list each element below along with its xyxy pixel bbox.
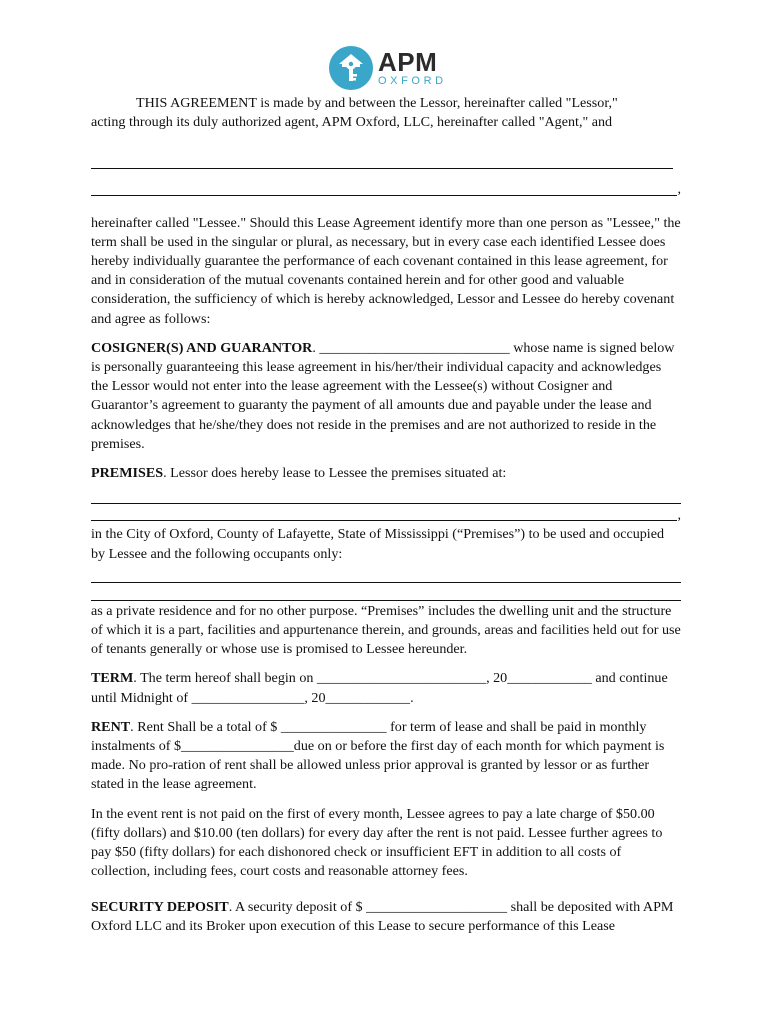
lease-document [91, 94, 681, 936]
lessee-blank-2-row [91, 180, 681, 199]
premises-address-blank-2-row [91, 506, 681, 525]
rent-section [91, 718, 681, 795]
premises-section [91, 464, 681, 483]
occupants-blank-2[interactable] [91, 600, 681, 601]
lessee-comma: , [677, 181, 681, 198]
term-section [91, 669, 681, 707]
term-body: . The term hereof shall begin on ________________________, 20____________ and continue until Midnight of ________________, 20____________. [91, 670, 668, 706]
security-body: . A security deposit of $ ____________________ shall be deposited with APM Oxford LLC and its Broker upon execution of this Lease to secure performance of this Lease [91, 898, 674, 934]
premises-address-blank-1[interactable] [91, 503, 681, 504]
logo-city: OXFORD [378, 75, 447, 87]
cosigner-section [91, 339, 681, 454]
occupants-blank-1[interactable] [91, 582, 681, 583]
premises-comma: , [677, 507, 681, 524]
premises-body: . Lessor does hereby lease to Lessee the premises situated at: [163, 465, 507, 482]
apm-oxford-logo [329, 46, 447, 90]
security-heading: SECURITY DEPOSIT [91, 898, 229, 915]
key-house-icon [329, 46, 373, 90]
lessee-blank-2[interactable] [91, 195, 677, 196]
rent-heading: RENT [91, 718, 131, 735]
logo-brand: APM [378, 47, 438, 77]
premises-address-blank-2[interactable] [91, 520, 677, 521]
premises-residence-text: as a private residence and for no other purpose. “Premises” includes the dwelling unit and the structure of which it is a part, facilities and appurtenance therein, and grounds, areas and facilities held out for use of tenants generally or whose use is promised to Lessee hereunder. [91, 602, 681, 658]
term-heading: TERM [91, 670, 134, 687]
lessee-blank-1[interactable] [91, 168, 673, 169]
lessee-paragraph: hereinafter called "Lessee." Should this Lease Agreement identify more than one person as "Lessee," the term shall be used in the singular or plural, as necessary, but in every case each identified Lessee does hereby individually guarantee the performance of each covenant contained in this lease agreement, for and in consideration of the mutual covenants contained herein and for other good and valuable consideration, the sufficiency of which is hereby acknowledged, Lessor and Lessee do hereby covenant and agree as follows: [91, 214, 681, 327]
cosigner-body: . ___________________________ whose name is signed below is personally guaranteeing this lease agreement in his/her/their individual capacity and acknowledges the Lessor would not enter into the lease agreement with the Lessee(s) without Cosigner and Guarantor’s agreement to guaranty the payment of all amounts due and payable under the lease and acknowledges that he/she/they does not reside in the premises and are not authorized to reside in the premises. [91, 339, 675, 452]
rent-body: . Rent Shall be a total of $ _______________ for term of lease and shall be paid in monthly instalments of $________________due on or before the first day of each month for which payment is made. No pro-ration of rent shall be allowed unless prior approval is granted by lessor or as further stated in the lease agreement. [91, 718, 665, 793]
premises-city-text: in the City of Oxford, County of Lafayette, State of Mississippi (“Premises”) to be used and occupied by Lessee and the following occupants only: [91, 526, 665, 562]
security-section [91, 898, 681, 936]
late-charge-paragraph: In the event rent is not paid on the first of every month, Lessee agrees to pay a late charge of $50.00 (fifty dollars) and $10.00 (ten dollars) for every day after the rent is not paid. Lessee further agrees to pay $50 (fifty dollars) for each dishonored check or insufficient EFT in addition to all costs of collection, including fees, court costs and reasonable attorney fees. [91, 805, 663, 880]
intro-line-1: THIS AGREEMENT is made by and between the Lessor, hereinafter called "Lessor," [136, 95, 618, 111]
premises-heading: PREMISES [91, 465, 164, 482]
intro-line-2: acting through its duly authorized agent, APM Oxford, LLC, hereinafter called "Agent," and [91, 114, 613, 131]
cosigner-heading: COSIGNER(S) AND GUARANTOR [91, 339, 313, 356]
